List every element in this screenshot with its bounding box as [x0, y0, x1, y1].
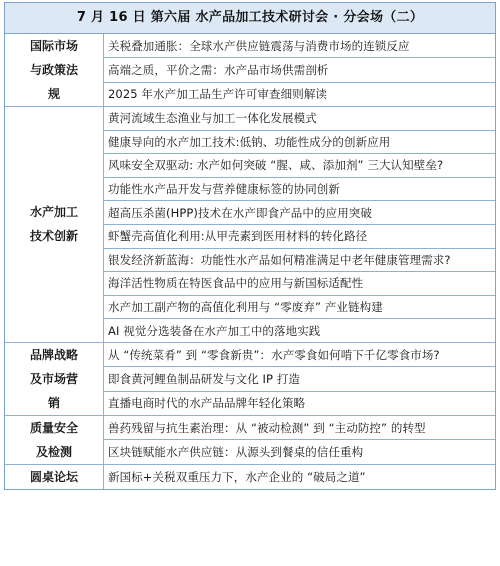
session-topic: 健康导向的水产加工技术:低钠、功能性成分的创新应用 [104, 130, 496, 154]
section-category [5, 415, 104, 464]
agenda-row [5, 34, 495, 58]
session-topic: 兽药残留与抗生素治理：从 “被动检测” 到 “主动防控” 的转型 [104, 415, 496, 440]
section-category-label: 国际市场与政策法规 [29, 39, 78, 101]
session-topic: 黄河流域生态渔业与加工一体化发展模式 [104, 107, 496, 131]
session-topic: 高端之质，平价之需：水产品市场供需剖析 [104, 58, 496, 82]
session-topic: 水产加工副产物的高值化利用与 “零废弃” 产业链构建 [104, 295, 496, 319]
agenda-sheet [4, 2, 496, 490]
session-topic: 2025 年水产加工品生产许可审查细则解读 [104, 82, 496, 106]
section-category-label: 品牌战略及市场营销 [29, 347, 78, 410]
session-topic: 新国标+关税双重压力下，水产企业的 “破局之道” [104, 464, 496, 489]
session-topic: AI 视觉分选装备在水产加工中的落地实践 [104, 319, 496, 343]
session-topic: 风味安全双驱动: 水产如何突破 “腥、咸、添加剂” 三大认知壁垒? [104, 154, 496, 178]
section-category [5, 464, 104, 489]
session-topic: 关税叠加通胀：全球水产供应链震荡与消费市场的连锁反应 [104, 34, 496, 58]
section-category-label: 水产加工技术创新 [29, 205, 78, 244]
session-topic: 海洋活性物质在特医食品中的应用与新国标适配性 [104, 272, 496, 296]
session-topic: 虾蟹壳高值化利用:从甲壳素到医用材料的转化路径 [104, 224, 496, 248]
section-category [5, 34, 104, 107]
agenda-row [5, 464, 495, 489]
session-topic: 区块链赋能水产供应链：从源头到餐桌的信任重构 [104, 440, 496, 465]
session-topic: 银发经济新蓝海：功能性水产品如何精准满足中老年健康管理需求? [104, 248, 496, 272]
session-topic: 从 “传统菜肴” 到 “零食新贵”：水产零食如何啃下千亿零食市场? [104, 342, 496, 366]
agenda-row [5, 415, 495, 440]
section-category [5, 107, 104, 343]
section-category-label: 圆桌论坛 [29, 469, 78, 484]
agenda-row [5, 342, 495, 366]
session-topic: 功能性水产品开发与营养健康标签的协同创新 [104, 177, 496, 201]
agenda-row [5, 107, 495, 131]
session-topic: 即食黄河鲤鱼制品研发与文化 IP 打造 [104, 367, 496, 391]
session-topic: 超高压杀菌(HPP)技术在水产即食产品中的应用突破 [104, 201, 496, 225]
session-topic: 直播电商时代的水产品品牌年轻化策略 [104, 391, 496, 415]
section-category [5, 342, 104, 415]
agenda-title: 7 月 16 日 第六届 水产品加工技术研讨会 · 分会场（二） [5, 3, 495, 34]
agenda-table [5, 34, 495, 489]
section-category-label: 质量安全及检测 [29, 420, 78, 459]
